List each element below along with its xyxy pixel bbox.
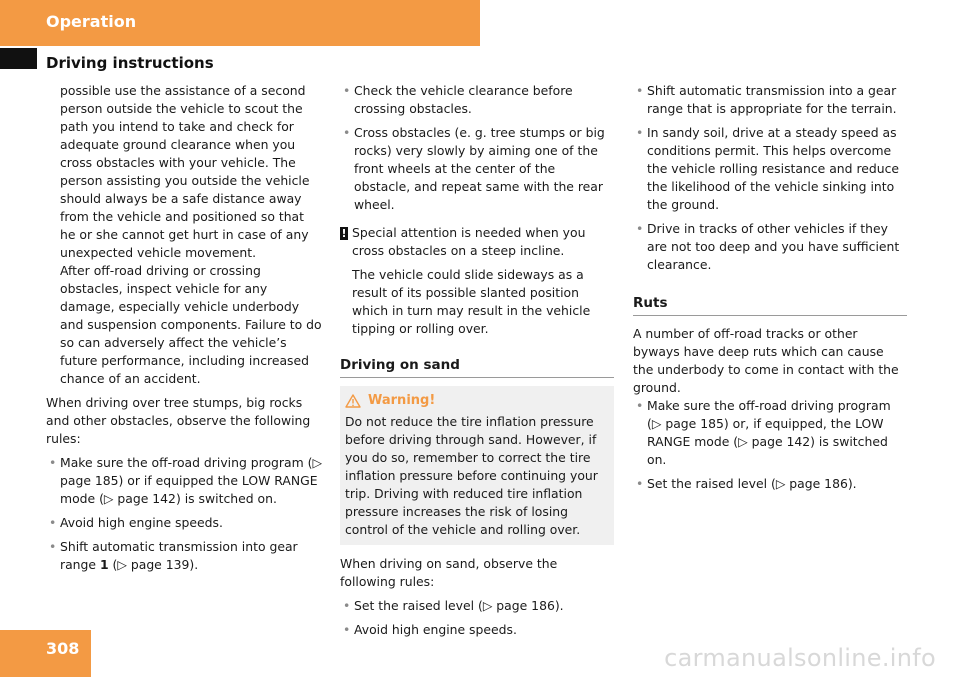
section-title: Operation	[46, 12, 137, 31]
column-3	[633, 82, 907, 499]
obstacle-rules-intro: When driving over tree stumps, big rocks and other obstacles, observe the following rules:	[46, 395, 311, 446]
page-ref-icon: ▷	[312, 455, 322, 470]
page-ref-icon: ▷	[482, 598, 493, 613]
page-ref-icon: ▷	[651, 416, 662, 431]
list-item-text: Avoid high engine speeds.	[354, 622, 517, 637]
section-heading-driving-on-sand: Driving on sand	[340, 356, 614, 378]
list-item	[633, 475, 907, 493]
list-item-text: Shift automatic transmission into a gear range that is appropriate for the terrain.	[647, 83, 897, 116]
bullet-icon: •	[49, 455, 57, 470]
column-1	[46, 82, 322, 580]
page-reference: page 186).	[789, 476, 857, 491]
page-ref-icon: ▷	[738, 434, 748, 449]
gear-range-value: 1	[99, 557, 109, 572]
page-reference: page 139).	[130, 557, 199, 572]
section-tab-marker	[0, 48, 37, 69]
bullet-icon: •	[636, 398, 644, 413]
list-item-text: Shift automatic transmission into gear range	[60, 539, 298, 572]
page-reference: page 185) or, if equipped, the LOW RANGE mode (	[647, 416, 884, 449]
page-reference: page 185) or if equipped the LOW RANGE mode (	[60, 473, 318, 506]
section-heading-ruts: Ruts	[633, 294, 907, 316]
page-reference: page 142) is switched on.	[647, 434, 888, 467]
list-item-text: Drive in tracks of other vehicles if they are not too deep and you have sufficient clearance.	[647, 221, 900, 272]
list-item	[46, 454, 322, 508]
list-item	[46, 538, 322, 574]
list-item-text: Set the raised level (	[354, 598, 483, 613]
list-item-text: Avoid high engine speeds.	[60, 515, 223, 530]
list-item-text: Make sure the off-road driving program (	[647, 398, 891, 431]
list-item-text: (	[108, 557, 118, 572]
column-2	[340, 82, 614, 645]
bullet-icon: •	[343, 83, 351, 98]
sand-rules-intro: When driving on sand, observe the following rules:	[340, 556, 558, 589]
list-item	[340, 124, 614, 214]
list-item-text: Set the raised level (	[647, 476, 776, 491]
page-ref-icon: ▷	[117, 557, 127, 572]
page-number: 308	[46, 639, 80, 658]
page-reference: page 142) is switched on.	[117, 491, 277, 506]
bullet-icon: •	[343, 125, 351, 140]
bullet-icon: •	[49, 539, 57, 554]
caution-note	[340, 224, 614, 338]
note-text: Special attention is needed when you cross obstacles on a steep incline.	[352, 225, 586, 258]
list-item	[46, 514, 322, 532]
note-text: The vehicle could slide sideways as a result of its possible slanted position which in turn may result in the vehicle tipping or rolling over.	[352, 267, 591, 336]
exclamation-icon: !	[341, 227, 347, 240]
bullet-icon: •	[343, 598, 351, 613]
warning-text: Do not reduce the tire inflation pressure before driving through sand. However, if you do so, remember to correct the tire inflation pressure before continuing your trip. Driving with reduced tire inflation pressure increases the risk of losing control of the vehicle and rolling over.	[345, 414, 598, 537]
list-item-text: Cross obstacles (e. g. tree stumps or big rocks) very slowly by aiming one of the front wheels at the center of the obstacle, and repeat same with the rear wheel.	[354, 125, 605, 212]
list-item	[340, 621, 614, 639]
warning-header	[345, 392, 609, 410]
bullet-icon: •	[636, 221, 644, 236]
list-item-text: In sandy soil, drive at a steady speed as conditions permit. This helps overcome the vehicle rolling resistance and reduce the likelihood of the vehicle sinking into the ground.	[647, 125, 900, 212]
watermark: carmanualsonline.info	[664, 644, 936, 672]
warning-title: Warning!	[368, 393, 436, 408]
list-item-text: Make sure the off-road driving program (	[60, 455, 313, 470]
warning-box	[340, 386, 614, 545]
warning-triangle-icon	[345, 394, 361, 408]
bullet-icon: •	[636, 125, 644, 140]
list-item	[340, 597, 614, 615]
list-item	[633, 397, 907, 469]
list-item	[633, 124, 907, 214]
list-item-text: Check the vehicle clearance before crossing obstacles.	[354, 83, 573, 116]
bullet-icon: •	[343, 622, 351, 637]
bullet-icon: •	[636, 476, 644, 491]
page-subtitle: Driving instructions	[46, 54, 214, 72]
list-item	[633, 82, 907, 118]
list-item	[633, 220, 907, 274]
inspection-paragraph: After off-road driving or crossing obstacles, inspect vehicle for any damage, especially vehicle underbody and suspension components. Failure to do so can adversely affect the vehicle’s future performance, including increased chance of an accident.	[60, 263, 322, 386]
page-reference: page 186).	[496, 598, 564, 613]
page-ref-icon: ▷	[103, 491, 114, 506]
ruts-paragraph: A number of off-road tracks or other byways have deep ruts which can cause the underbody to come in contact with the ground.	[633, 326, 899, 395]
intro-paragraph: possible use the assistance of a second person outside the vehicle to scout the path you intend to take and check for adequate ground clearance when you cross obstacles with your vehicle. The person assisting you outside the vehicle should always be a safe distance away from the vehicle and positioned so that he or she cannot get hurt in case of any unexpected vehicle movement.	[60, 83, 310, 260]
list-item	[340, 82, 614, 118]
page-ref-icon: ▷	[775, 476, 786, 491]
bullet-icon: •	[636, 83, 644, 98]
bullet-icon: •	[49, 515, 57, 530]
